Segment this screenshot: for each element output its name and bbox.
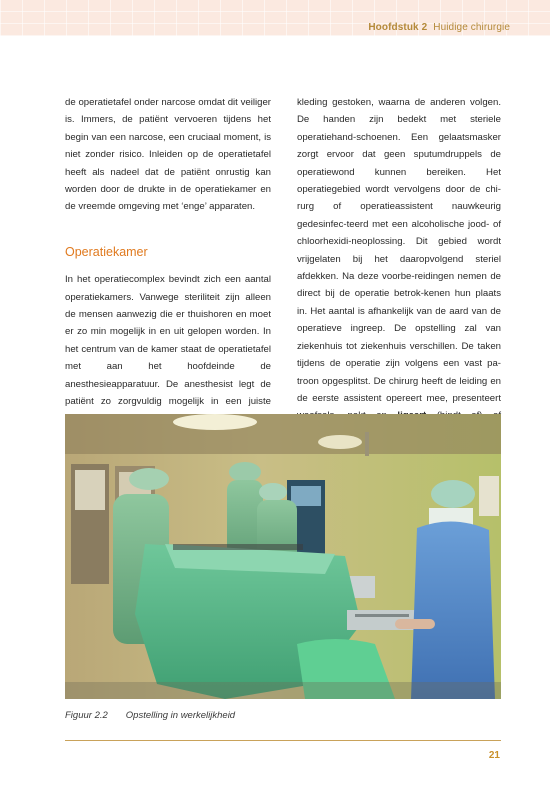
section-heading: Operatiekamer [65,244,148,259]
footer-rule [65,740,501,741]
intro-paragraph: de operatietafel onder narcose omdat dit veiliger is. Immers, de patiënt vervoeren tijdens het begin van een narcose, een cruciaal moment, is niet zonder risico. Inleiden op de operatietafel heeft als nadeel dat de patiënt onrustig kan worden door de drukte in de operatiekamer en de vreemde omgeving met ‘enge’ apparaten. [65,97,271,213]
operating-room-photo [65,414,501,699]
page-number: 21 [488,750,500,761]
chapter-title: Huidige chirurgie [433,22,510,33]
figure-caption [65,710,235,721]
left-column [65,94,271,463]
text-run: kleding gestoken, waarna de anderen volgen. De handen zijn bedekt met steriele operatiehand-schoenen. Een gelaatsmasker zorgt ervoor dat geen sputumdruppels de operatiewond kunnen bereiken. Het operatiegebied wordt vervolgens door de chi-rurg of operatieassistent nauwkeurig gedesinfec-teerd met een alcoholische jood- of chloorhexidi-neoplossing. Dit gebied wordt vrijgelaten bij het daaropvolgend steriel afdekken. Na deze voorbe-reidingen nemen de direct bij de operatie betrok-kenen hun plaats in. Het aantal is afhankelijk van de aard van de operatieve ingreep. De opstelling zal van ziekenhuis tot ziekenhuis verschillen. De taken tijdens de operatie zijn volgens een vast pa-troon opgesplitst. De chirurg heeft de leiding en de eerste assistent opereert mee, presenteert [297,97,501,404]
running-header [368,22,510,33]
figure-number: Figuur 2.2 [65,710,108,721]
chapter-label: Hoofdstuk 2 [368,22,428,33]
operatiekamer-paragraph: In het operatiecomplex bevindt zich een aantal operatiekamers. Vanwege steriliteit zijn alleen de mensen aanwezig die er thuishoren en moet er zo min mogelijk in en uit gelopen worden. In het centrum van de kamer staat de operatietafel met aan het hoofdeinde de anesthesieapparatuur. De anesthesist legt de patiënt zo zorgvuldig mogelijk in een juiste [65,274,271,408]
figure-caption-text: Opstelling in werkelijkheid [125,710,236,721]
